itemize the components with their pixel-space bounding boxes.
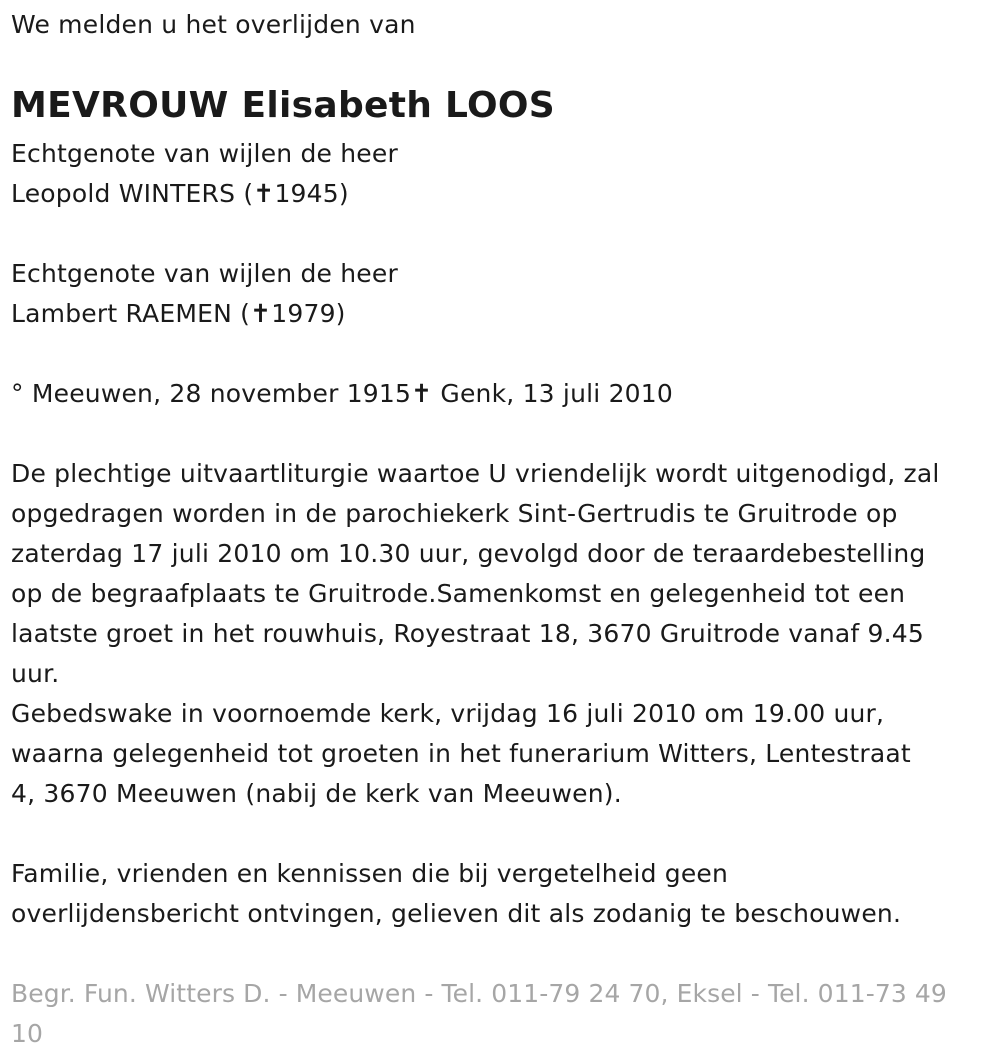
paragraph-line: opgedragen worden in de parochiekerk Sint-Gertrudis te Gruitrode op	[11, 499, 898, 528]
paragraph-line: De plechtige uitvaartliturgie waartoe U vriendelijk wordt uitgenodigd, zal	[11, 459, 940, 488]
family-note	[11, 854, 901, 934]
spouse-relation: Echtgenote van wijlen de heer	[11, 139, 398, 168]
spouse-block-1	[11, 134, 398, 214]
paragraph-line: waarna gelegenheid tot groeten in het funerarium Witters, Lentestraat	[11, 739, 911, 768]
paragraph-line: zaterdag 17 juli 2010 om 10.30 uur, gevolgd door de teraardebestelling	[11, 539, 926, 568]
paragraph-line: overlijdensbericht ontvingen, gelieven dit als zodanig te beschouwen.	[11, 899, 902, 928]
spouse-block-2	[11, 254, 398, 334]
paragraph-line: op de begraafplaats te Gruitrode.Samenkomst en gelegenheid tot een	[11, 579, 906, 608]
paragraph-line: Gebedswake in voornoemde kerk, vrijdag 16 juli 2010 om 19.00 uur,	[11, 699, 885, 728]
paragraph-line: Familie, vrienden en kennissen die bij vergetelheid geen	[11, 859, 729, 888]
funeral-details	[11, 454, 940, 814]
paragraph-line: uur.	[11, 659, 60, 688]
funeral-home-footer	[11, 974, 947, 1054]
footer-line: 10	[11, 1019, 44, 1048]
birth-death-dates	[11, 374, 673, 414]
footer-line: Begr. Fun. Witters D. - Meeuwen - Tel. 011-79 24 70, Eksel - Tel. 011-73 49	[11, 979, 947, 1008]
paragraph-line: 4, 3670 Meeuwen (nabij de kerk van Meeuwen).	[11, 779, 622, 808]
spouse-name: Leopold WINTERS (✝1945)	[11, 179, 349, 208]
spouse-name: Lambert RAEMEN (✝1979)	[11, 299, 346, 328]
deceased-name: MEVROUW Elisabeth LOOS	[11, 85, 556, 126]
intro-text: We melden u het overlijden van	[11, 10, 416, 39]
paragraph-line: laatste groet in het rouwhuis, Royestraat 18, 3670 Gruitrode vanaf 9.45	[11, 619, 924, 648]
spouse-relation: Echtgenote van wijlen de heer	[11, 259, 398, 288]
dates-line: ° Meeuwen, 28 november 1915✝ Genk, 13 juli 2010	[11, 379, 673, 408]
